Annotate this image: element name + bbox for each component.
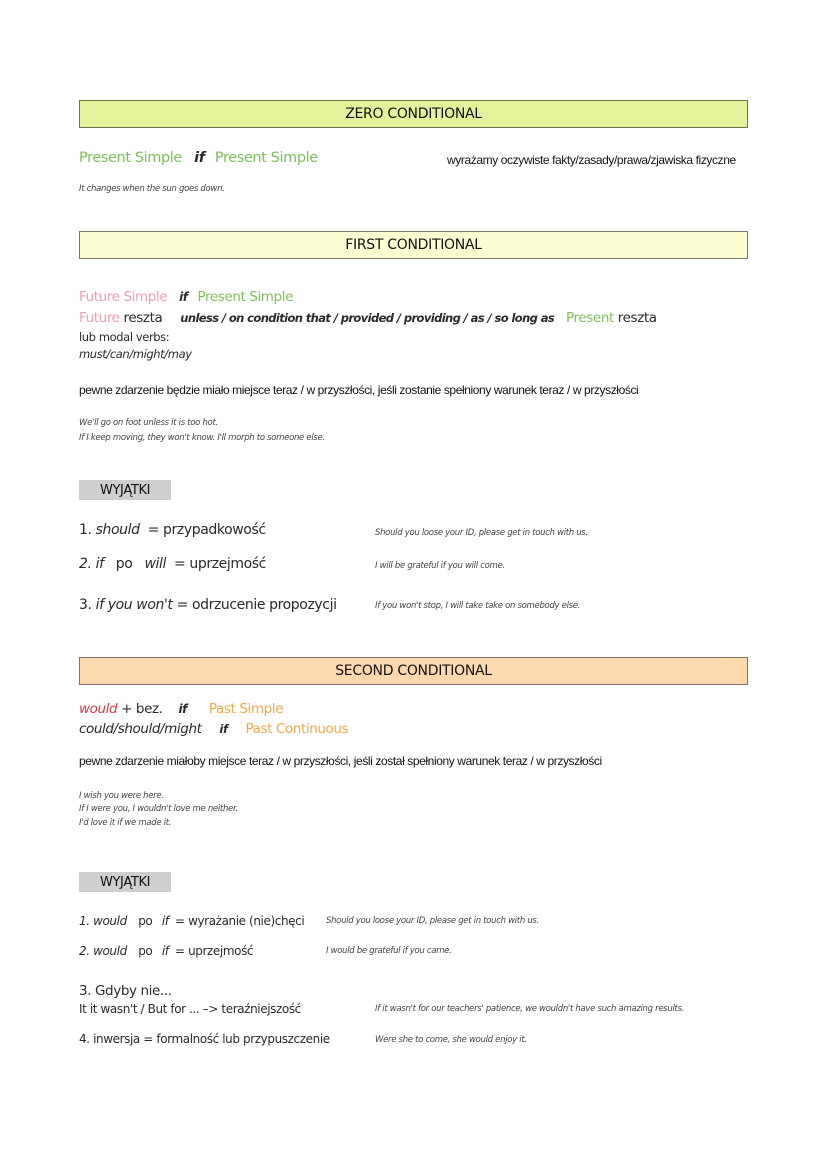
exception-keyword: if [95, 556, 104, 572]
first-exception-2-example: I will be grateful if you will come. [375, 561, 505, 571]
first-example-1: We'll go on foot unless it is too hot. [79, 418, 218, 428]
first-exceptions-label: WYJĄTKI [79, 480, 171, 500]
second-exception-4-example: Were she to come, she would enjoy it. [375, 1035, 527, 1045]
second-exception-3-example: If it wasn't for our teachers' patience, we wouldn't have such amazing results. [375, 1004, 685, 1014]
second-example-1: I wish you were here. [79, 791, 164, 801]
second-formula-2: could/should/might if Past Continuous [79, 721, 349, 737]
first-formula-2 [79, 310, 657, 326]
second-exception-1-example: Should you loose your ID, please get in touch with us. [326, 916, 539, 926]
second-exceptions-label: WYJĄTKI [79, 872, 171, 892]
second-exception-4: 4. inwersja = formalność lub przypuszczenie [79, 1032, 330, 1046]
first-modal-label: lub modal verbs: [79, 330, 170, 344]
second-example-3: I'd love it if we made it. [79, 818, 172, 828]
second-example-2: If I were you, I wouldn't love me neither. [79, 804, 238, 814]
first-exception-3: 3. if you won't = odrzucenie propozycji [79, 597, 337, 613]
zero-formula-right: Present Simple [214, 150, 318, 166]
first-exception-1-example: Should you loose your ID, please get in touch with us. [375, 528, 588, 538]
second-exception-3-title: 3. Gdyby nie... [79, 983, 172, 999]
first-formula2-reszta: reszta [123, 310, 163, 326]
first-formula-1 [79, 289, 293, 305]
first-exception-3-example: If you won't stop, I will take take on somebody else. [375, 601, 581, 611]
second-exception-1: 1. would po if = wyrażanie (nie)chęci [79, 914, 305, 928]
second-formula-if: if [178, 702, 188, 716]
exception-keyword: should [95, 522, 140, 538]
first-conditional-header [79, 231, 748, 259]
second-formula2-if: if [219, 722, 228, 736]
second-exception-2-example: I would be grateful if you came. [326, 946, 452, 956]
zero-formula-if: if [194, 150, 205, 166]
second-formula-would: would [79, 701, 118, 717]
first-example-2: If I keep moving, they won't know. I'll morph to someone else. [79, 433, 325, 443]
first-formula-if: if [179, 290, 188, 304]
zero-formula-left: Present Simple [79, 150, 182, 166]
second-conditional-title: SECOND CONDITIONAL [335, 663, 492, 679]
first-formula2-present: Present [566, 310, 614, 326]
zero-example: It changes when the sun goes down. [79, 184, 225, 194]
second-formula-past-continuous: Past Continuous [245, 721, 349, 737]
first-formula-left: Future Simple [79, 289, 168, 305]
exception-keyword: if you won't [95, 597, 173, 613]
zero-conditional-title: ZERO CONDITIONAL [345, 106, 482, 122]
first-formula2-reszta-right: reszta [617, 310, 657, 326]
first-formula2-connectors: unless / on condition that / provided / providing / as / so long as [180, 311, 555, 325]
first-exception-1: 1. should = przypadkowość [79, 522, 266, 538]
zero-conditional-header [79, 100, 748, 128]
first-formula-right: Present Simple [197, 289, 293, 305]
first-formula2-future: Future [79, 310, 120, 326]
zero-description: wyrażamy oczywiste fakty/zasady/prawa/zjawiska fizyczne [447, 153, 736, 167]
first-description: pewne zdarzenie będzie miało miejsce teraz / w przyszłości, jeśli zostanie spełniony warunek teraz / w przyszłości [79, 383, 639, 397]
first-modal-list: must/can/might/may [79, 347, 192, 361]
second-exception-3-rule: It it wasn't / But for ... –> teraźniejszość [79, 1002, 301, 1016]
second-exception-2: 2. would po if = uprzejmość [79, 944, 254, 958]
second-formula-1: would + bez. if Past Simple [79, 701, 284, 717]
second-description: pewne zdarzenie miałoby miejsce teraz / w przyszłości, jeśli został spełniony warunek teraz / w przyszłości [79, 754, 602, 768]
second-conditional-header [79, 657, 748, 685]
first-conditional-title: FIRST CONDITIONAL [345, 237, 482, 253]
zero-formula [79, 150, 318, 166]
first-exception-2: 2. if po will = uprzejmość [79, 556, 266, 572]
second-formula-past-simple: Past Simple [208, 701, 284, 717]
